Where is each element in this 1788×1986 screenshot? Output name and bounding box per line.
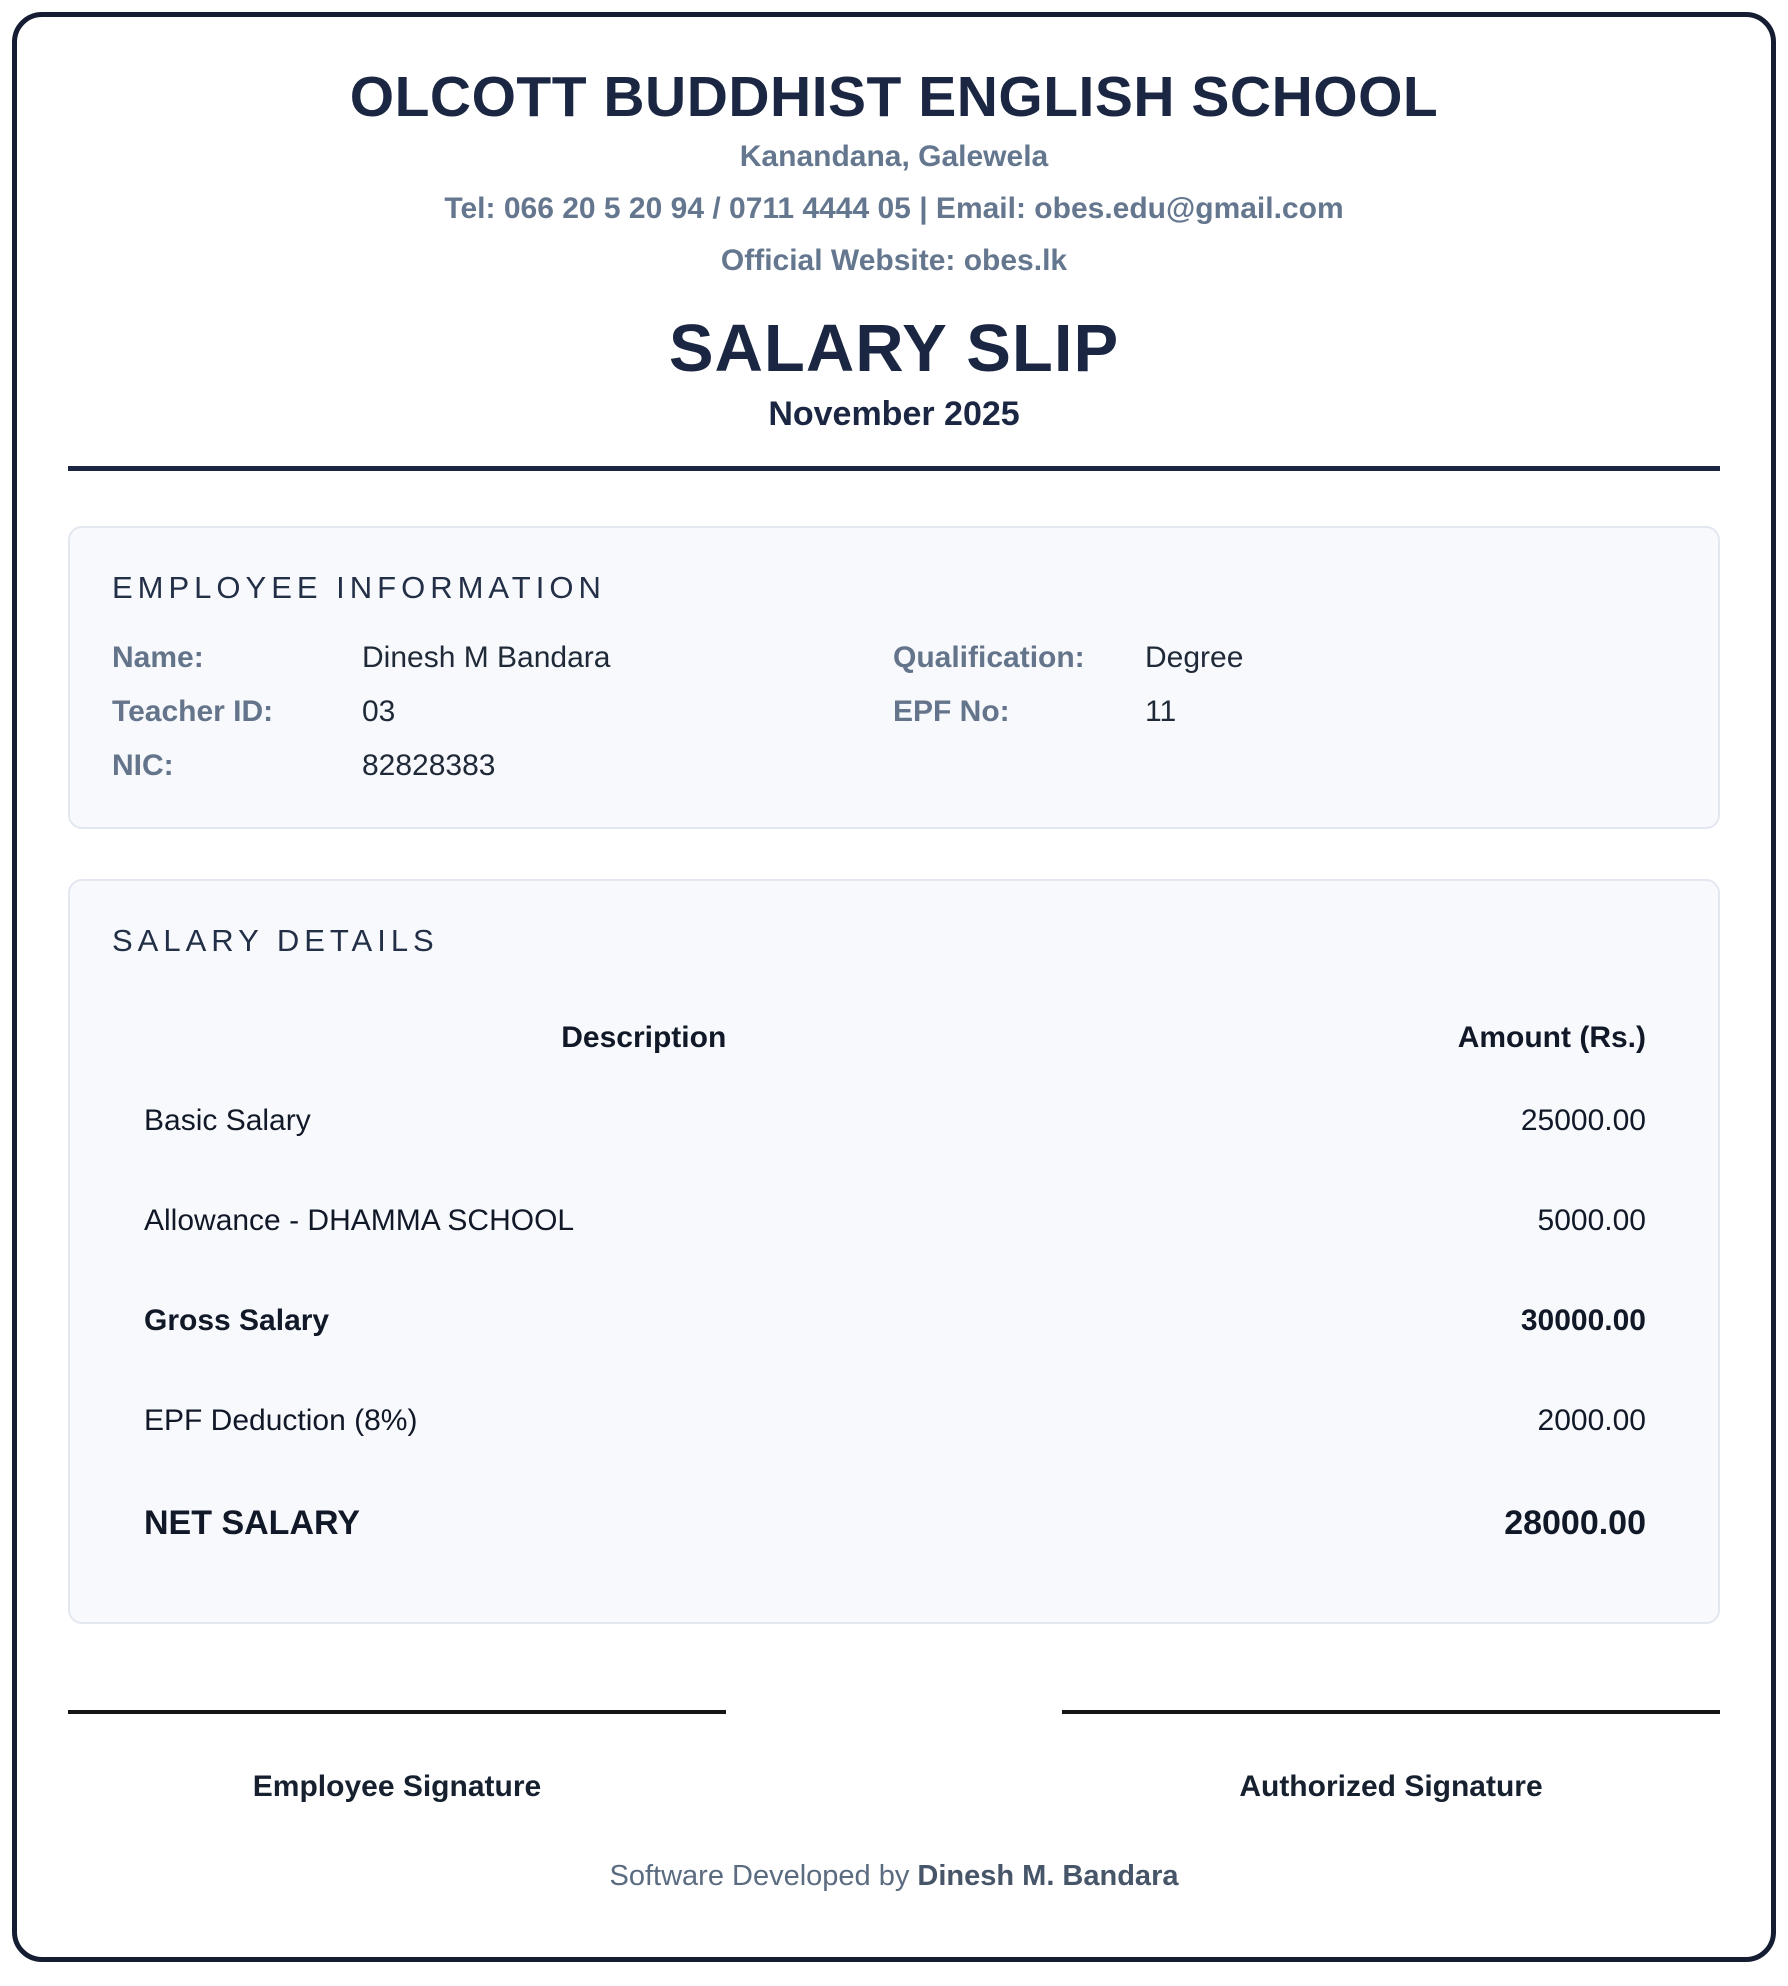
qualification-label: Qualification: <box>893 640 1085 674</box>
basic-salary-description: Basic Salary <box>144 1103 311 1137</box>
footer-credit-text: Software Developed by <box>609 1859 918 1892</box>
net-salary-description: NET SALARY <box>144 1503 360 1542</box>
table-row-gross-salary <box>112 1271 1676 1371</box>
gross-salary-amount: 30000.00 <box>1520 1303 1646 1337</box>
salary-table <box>112 995 1676 1576</box>
basic-salary-amount: 25000.00 <box>1520 1103 1646 1137</box>
employee-information-heading: EMPLOYEE INFORMATION <box>112 570 606 606</box>
nic-label: NIC: <box>112 748 174 782</box>
school-address: Kanandana, Galewela <box>739 140 1049 174</box>
employee-signature-block: Employee Signature <box>68 1710 726 1804</box>
epf-deduction-description: EPF Deduction (8%) <box>144 1403 418 1437</box>
salary-period: November 2025 <box>768 395 1020 434</box>
name-value: Dinesh M Bandara <box>362 640 611 674</box>
qualification-value: Degree <box>1145 640 1244 674</box>
net-salary-amount: 28000.00 <box>1504 1503 1646 1542</box>
signature-area <box>68 1710 1720 1804</box>
teacher-id-label: Teacher ID: <box>112 694 274 728</box>
allowance-description: Allowance - DHAMMA SCHOOL <box>144 1203 575 1237</box>
amount-column-header: Amount (Rs.) <box>1457 1020 1646 1054</box>
salary-details-section <box>68 879 1720 1624</box>
description-column-header: Description <box>561 1020 727 1054</box>
nic-value: 82828383 <box>362 748 496 782</box>
document-footer <box>68 1860 1720 1893</box>
teacher-id-value: 03 <box>362 694 396 728</box>
salary-details-heading: SALARY DETAILS <box>112 922 439 958</box>
epf-deduction-amount: 2000.00 <box>1537 1403 1646 1437</box>
employee-information-grid <box>112 640 1676 782</box>
name-label: Name: <box>112 640 204 674</box>
table-row-allowance <box>112 1171 1676 1271</box>
table-row-epf-deduction <box>112 1371 1676 1471</box>
document-title: SALARY SLIP <box>668 311 1120 387</box>
document-header <box>68 63 1720 434</box>
school-name: OLCOTT BUDDHIST ENGLISH SCHOOL <box>349 65 1439 129</box>
epf-no-label: EPF No: <box>893 694 1010 728</box>
school-contact: Tel: 066 20 5 20 94 / 0711 4444 05 | Email: obes.edu@gmail.com <box>444 191 1344 225</box>
allowance-amount: 5000.00 <box>1537 1203 1646 1237</box>
authorized-signature-block: Authorized Signature <box>1062 1710 1720 1804</box>
employee-information-section <box>68 526 1720 828</box>
table-row-basic-salary <box>112 1071 1676 1171</box>
epf-no-value: 11 <box>1145 694 1177 728</box>
salary-table-header-row <box>112 995 1676 1071</box>
table-row-net-salary <box>112 1471 1676 1576</box>
developer-name: Dinesh M. Bandara <box>917 1859 1179 1892</box>
salary-slip-page <box>12 12 1776 1962</box>
school-website: Official Website: obes.lk <box>720 243 1068 277</box>
header-divider <box>68 466 1720 471</box>
gross-salary-description: Gross Salary <box>144 1303 330 1337</box>
